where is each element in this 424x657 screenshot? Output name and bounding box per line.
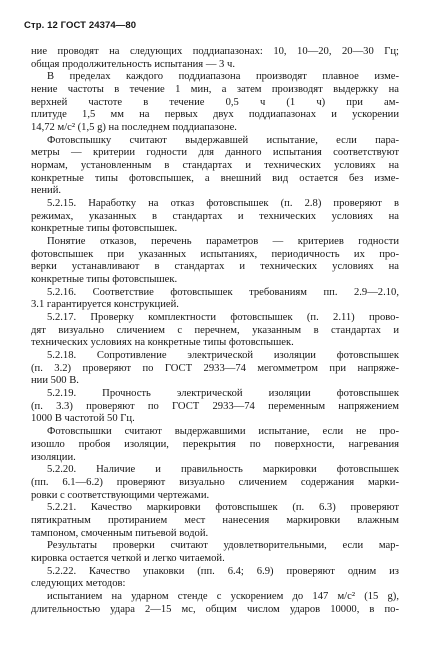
text-line: нение частоты в течение 1 мин, а затем производят выдержку на — [31, 84, 399, 96]
text-line: фотовспышек при указанных испытаниях, периодичность их про- — [31, 248, 399, 260]
text-line: дят визуально сличением с перечнем, указанным в стандартах и — [31, 324, 399, 336]
text-line: следующих методов: — [31, 578, 126, 590]
text-line: Фотовспышку считают выдержавшей испытание, если пара- — [47, 134, 399, 146]
text-line: ровки с соответствующими чертежами. — [31, 489, 210, 501]
text-line: нормам, установленным в стандартах и технических условиях на — [31, 160, 399, 172]
text-line: нений. — [31, 185, 62, 197]
text-line: (п. 3.2) проверяют по ГОСТ 2933—74 мегомметром при напряже- — [31, 362, 399, 374]
text-line: Результаты проверки считают удовлетворительными, если мар- — [47, 540, 399, 552]
text-line: 5.2.19. Прочность электрической изоляции фотовспышек — [47, 388, 399, 400]
text-line: плитуде 1,5 мм на первых двух поддиапазонах и ускорении — [31, 109, 399, 121]
text-line: (пп. 6.1—6.2) проверяют визуально сличением содержания марки- — [31, 476, 399, 488]
text-line: длительностью удара 2—15 мс, общим числом ударов 10000, в по- — [31, 603, 399, 615]
document-body — [31, 46, 399, 616]
text-line: кировка остается четкой и легко читаемой. — [31, 552, 225, 564]
text-line: ние проводят на следующих поддиапазонах: 10, 10—20, 20—30 Гц; — [31, 46, 399, 57]
text-line: конкретные типы фотовспышек. — [31, 223, 178, 235]
text-line: 5.2.21. Качество маркировки фотовспышек (п. 6.3) проверяют — [47, 502, 399, 514]
text-line: Понятие отказов, перечень параметров — критериев годности — [47, 236, 399, 248]
text-line: изоляции. — [31, 451, 76, 463]
text-line: метры — критерии годности для данного испытания соответствуют — [31, 147, 399, 159]
text-line: общая продолжительность испытания — 3 ч. — [31, 58, 235, 70]
text-line: 14,72 м/с² (1,5 g) на последнем поддиапазоне. — [31, 122, 237, 134]
text-line: верхней частоте в течение 0,5 ч (1 ч) при ам- — [31, 96, 399, 108]
text-line: изошло пробоя изоляции, перекрытия по поверхности, нагревания — [31, 438, 399, 450]
text-line: режимах, указанных в стандартах и технических условиях на — [31, 210, 399, 222]
text-line: 5.2.20. Наличие и правильность маркировки фотовспышек — [47, 464, 399, 476]
text-line: пятикратным протиранием мест нанесения маркировки влажным — [31, 514, 399, 526]
text-line: 5.2.18. Сопротивление электрической изоляции фотовспышек — [47, 350, 399, 362]
text-line: нии 500 В. — [31, 375, 79, 387]
text-line: 1000 В частотой 50 Гц. — [31, 413, 135, 425]
text-line: 3.1 гарантируется конструкцией. — [31, 299, 179, 311]
text-line: конкретные типы фотовспышек. — [31, 274, 178, 286]
text-line: 5.2.17. Проверку комплектности фотовспышек (п. 2.11) прово- — [47, 312, 399, 324]
text-line: верки устанавливают в стандартах и технических условиях на — [31, 261, 399, 273]
text-line: испытанием на ударном стенде с ускорением до 147 м/с² (15 g), — [47, 590, 399, 602]
text-line: 5.2.16. Соответствие фотовспышек требованиям пп. 2.9—2.10, — [47, 286, 399, 298]
page-header: Стр. 12 ГОСТ 24374—80 — [24, 20, 137, 31]
text-line: В пределах каждого поддиапазона производят плавное изме- — [47, 71, 399, 83]
text-line: Фотовспышки считают выдержавшими испытание, если не про- — [47, 426, 399, 438]
text-line: (п. 3.3) проверяют по ГОСТ 2933—74 переменным напряжением — [31, 400, 399, 412]
text-line: тампоном, смоченным питьевой водой. — [31, 527, 209, 539]
text-line: 5.2.15. Наработку на отказ фотовспышек (п. 2.8) проверяют в — [47, 198, 399, 210]
text-line: конкретные типы фотовспышек, а внешний вид остается без изме- — [31, 172, 399, 184]
text-line: технических условиях на конкретные типы фотовспышек. — [31, 337, 294, 349]
text-line: 5.2.22. Качество упаковки (пп. 6.4; 6.9) проверяют одним из — [47, 565, 399, 577]
